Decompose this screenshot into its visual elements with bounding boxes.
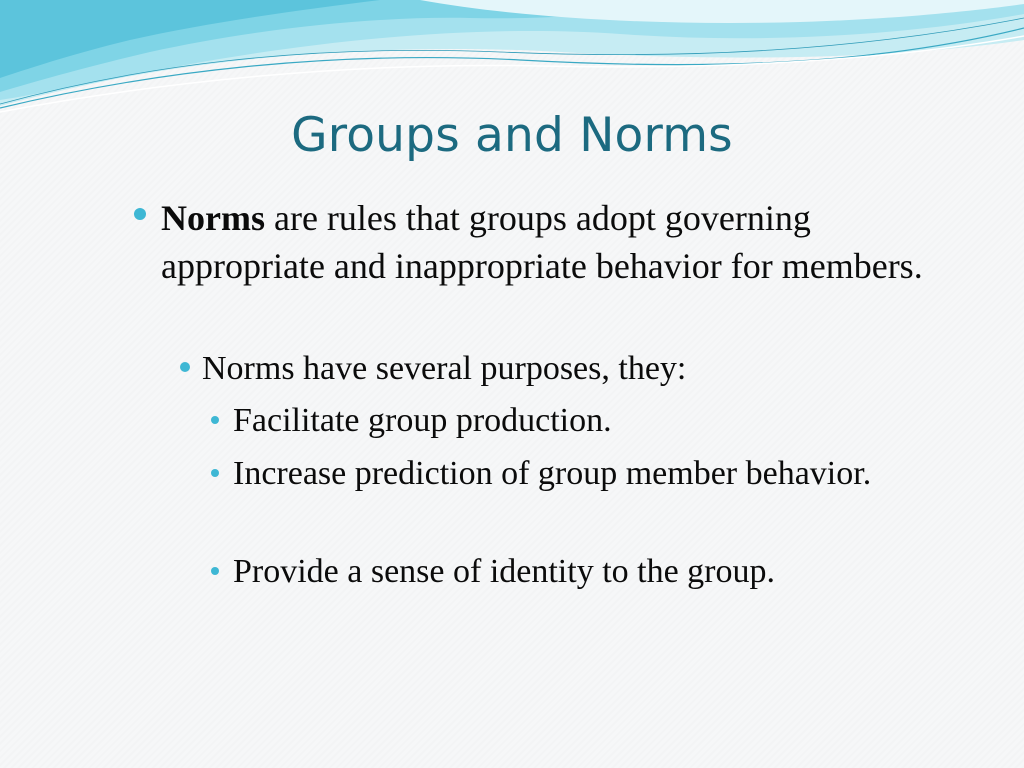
bullet-text: Provide a sense of identity to the group. — [233, 553, 776, 590]
bullet-dot-icon — [134, 208, 146, 220]
bullet-text: Norms have several purposes, they: — [202, 350, 687, 387]
bullet-norms-purposes — [202, 347, 962, 391]
bullet-dot-icon — [211, 567, 219, 575]
bullet-dot-icon — [211, 416, 219, 424]
slide-title: Groups and Norms — [291, 108, 733, 163]
bullet-purpose-item — [233, 452, 913, 496]
bullet-purpose-item — [233, 550, 913, 594]
bullet-dot-icon — [180, 362, 190, 372]
bullet-purpose-item — [233, 399, 913, 443]
bullet-norms-definition — [161, 194, 961, 290]
bullet-text: Increase prediction of group member behavior. — [233, 455, 872, 492]
bullet-text: Facilitate group production. — [233, 402, 612, 439]
bullet-dot-icon — [211, 469, 219, 477]
bullet-bold-term: Norms — [161, 198, 265, 238]
bullet-text: are rules that groups adopt governing appropriate and inappropriate behavior for members. — [161, 198, 923, 286]
